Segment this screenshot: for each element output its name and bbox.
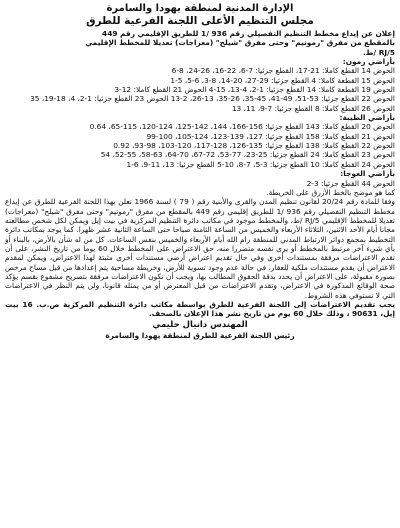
submission-instructions: يجب تقديم الاعتراضات إلى اللجنة الفرعية للطرق بواسطة مكاتب دائرة التنظيم المركزية ص.ب. 16 بيت إيل، 90631 ، وذلك خلال 60 يوم من تاريخ نشر هذا الإعلان بالصحف. bbox=[5, 299, 395, 319]
map-note: كما هو موضح بالخط الأزرق على الخريطة. bbox=[266, 187, 395, 197]
intro-line: بالمقطع من مفرق "رموتيم" وحتى مفرق "شيلح" (معراجات) تعديلا للمخطط الإقليمي bbox=[85, 38, 395, 48]
parcel-line: الحوض 20 القطع كاملا: 143 القطع جزئيا: 156-166، 144، 142-125، 124-120، 115-65، 0.64 bbox=[89, 122, 395, 132]
header-planning-council: مجلس التنظيم الأعلى اللجنة الفرعية للطرق bbox=[86, 15, 314, 27]
section-auja bbox=[5, 169, 395, 188]
notice-body: وفقا للمادة رقم 20/24 لقانون تنظيم المدن والقرى والأبنية رقم ( 79 ) لسنة 1966 تعلن بهذا اللجنة الفرعية للطرق عن إيداع مخطط التنظيم التفصيلي رقم 936 /1 للطريق إقليمي رقم 449 بالمقطع من مفرق "رموتيم" وحتى مفرق "شيلح" (معراجات) تعديلا للمخطط الإقليمي RJ/5 /ط، والمخطط موجود في مكاتب دائرة التنظيم المركزية في بيت إيل ويمكن لكل شخص مطالعته مجانا أيام الأحد الاثنين، الثلاثاء الأربعاء والخميس من الساعة الثامنة صباحا حتى الساعة الثانية عشر ظهرا. كما يوجد بمكاتب دائرة التخطيط بمجمع دوائر الارتباط المدني للمنطقة رام الله أيام الأربعاء والخميس بنفس الساعات. كل من له شأن بالأرض، بالبناء أو بأي شيء آخر مرتبط بالمخطط أو يرى نفسه متضررا منه، حق الاعتراض على المخطط خلال 60 يوما من تاريخ النشر، على أن تقدم الاعتراضات مرفقة بمستندات أخرى وفي حال تقديم اعتراض أرضي مستندات أخرى مثبتة لهذا الاعتراض، ويمكن لمقدم الاعتراض أن يقدم مستندات ملكية للعقار، في حالة عدم وجود تسوية للأرض، وخريطة مساحية يتم إعدادها من قبل مساح مرخص بصورة مقبولة، على الاعتراض أن يحدد بدقة الحقوق المطالب بها، ويجب أن تكون الاعتراضات مرفقة بتصريح مشفوع بقسم يؤكد صحة الوقائع المذكورة في الاعتراض، وتقدم الاعتراضات من قبل المعترض أو من يمثله قانونا، ولن يتم النظر في الاعتراضات التي لا تستوفي هذه الشروط. bbox=[5, 197, 395, 300]
parcel-line: الحوض 21 القطع كاملا: 158 القطع جزئيا: 127، 139-123، 124-105، 100-99 bbox=[146, 131, 395, 141]
parcel-line: الحوض 22 القطع كاملا: 138 القطع جزئيا: 135-126، 128-117، 120-103، 98-93، 0.92 bbox=[113, 141, 395, 151]
parcel-line: الحوض 26 القطع كاملا: 8 القطع جزئيا: 7-9، 11، 13 bbox=[231, 103, 395, 113]
signature-name: المهندس دانيال حليمي bbox=[152, 319, 248, 330]
section-title: بأراضي الطيبة: bbox=[339, 113, 395, 123]
signature-title: رئيس اللجنة الفرعية للطرق لمنطقة يهودا والسامرة bbox=[105, 330, 295, 340]
parcel-line: الحوض 15 القطعة كاملا: 4 القطع جزئيا: 29-27، 20-14، 8-3، 6-5، 5-1 bbox=[170, 75, 395, 85]
section-title: بأراضي العوجا: bbox=[340, 169, 395, 179]
section-title: بأراضي رمون: bbox=[342, 57, 395, 67]
intro-line: إعلان عن إيداع مخطط التنظيم التفصيلي رقم 936 /1 للطريق الإقليمي رقم 449 bbox=[102, 29, 395, 38]
intro-line: RJ/5 /ط. bbox=[362, 47, 395, 57]
section-rammun bbox=[5, 57, 395, 113]
parcel-line: الحوض 22 القطع جزئيا: 53-51، 49-41، 45-35، 26-35، 13-26، 2-13 الحوض 23 القطع جزئيا: 1-2، 4، 18-19، 35 bbox=[30, 94, 395, 104]
parcel-line: الحوض 44 القطع جزئيا: 3-2 bbox=[306, 178, 395, 188]
parcel-line: الحوض 19 القطعة كاملا: 14 القطع جزئيا: 1-2، 4-13، 15-4 الحوض 21 القطع كاملا: 12-3 bbox=[114, 85, 395, 95]
section-taybeh bbox=[5, 113, 395, 169]
parcel-line: الحوض 14 القطع كاملا: 21-17، القطع جزئيا: 7-6، 22-16، 26-24، 8-6 bbox=[171, 66, 395, 76]
intro-block bbox=[5, 29, 395, 57]
header-civil-administration: الإدارة المدنية لمنطقة يهودا والسامرة bbox=[106, 3, 294, 14]
parcel-line: الحوض 23 القطع كاملا: 24 القطع جزئيا: 25-23، 77-53، 72-67، 70-64، 63-58، 55-52، 54 bbox=[100, 150, 395, 160]
parcel-line: الحوض 24 القطع كاملا: 10 القطع جزئيا: 3-5، 7-8، 10-5 القطع جزئيا: 13، 11-9، 6-1 bbox=[126, 159, 395, 169]
